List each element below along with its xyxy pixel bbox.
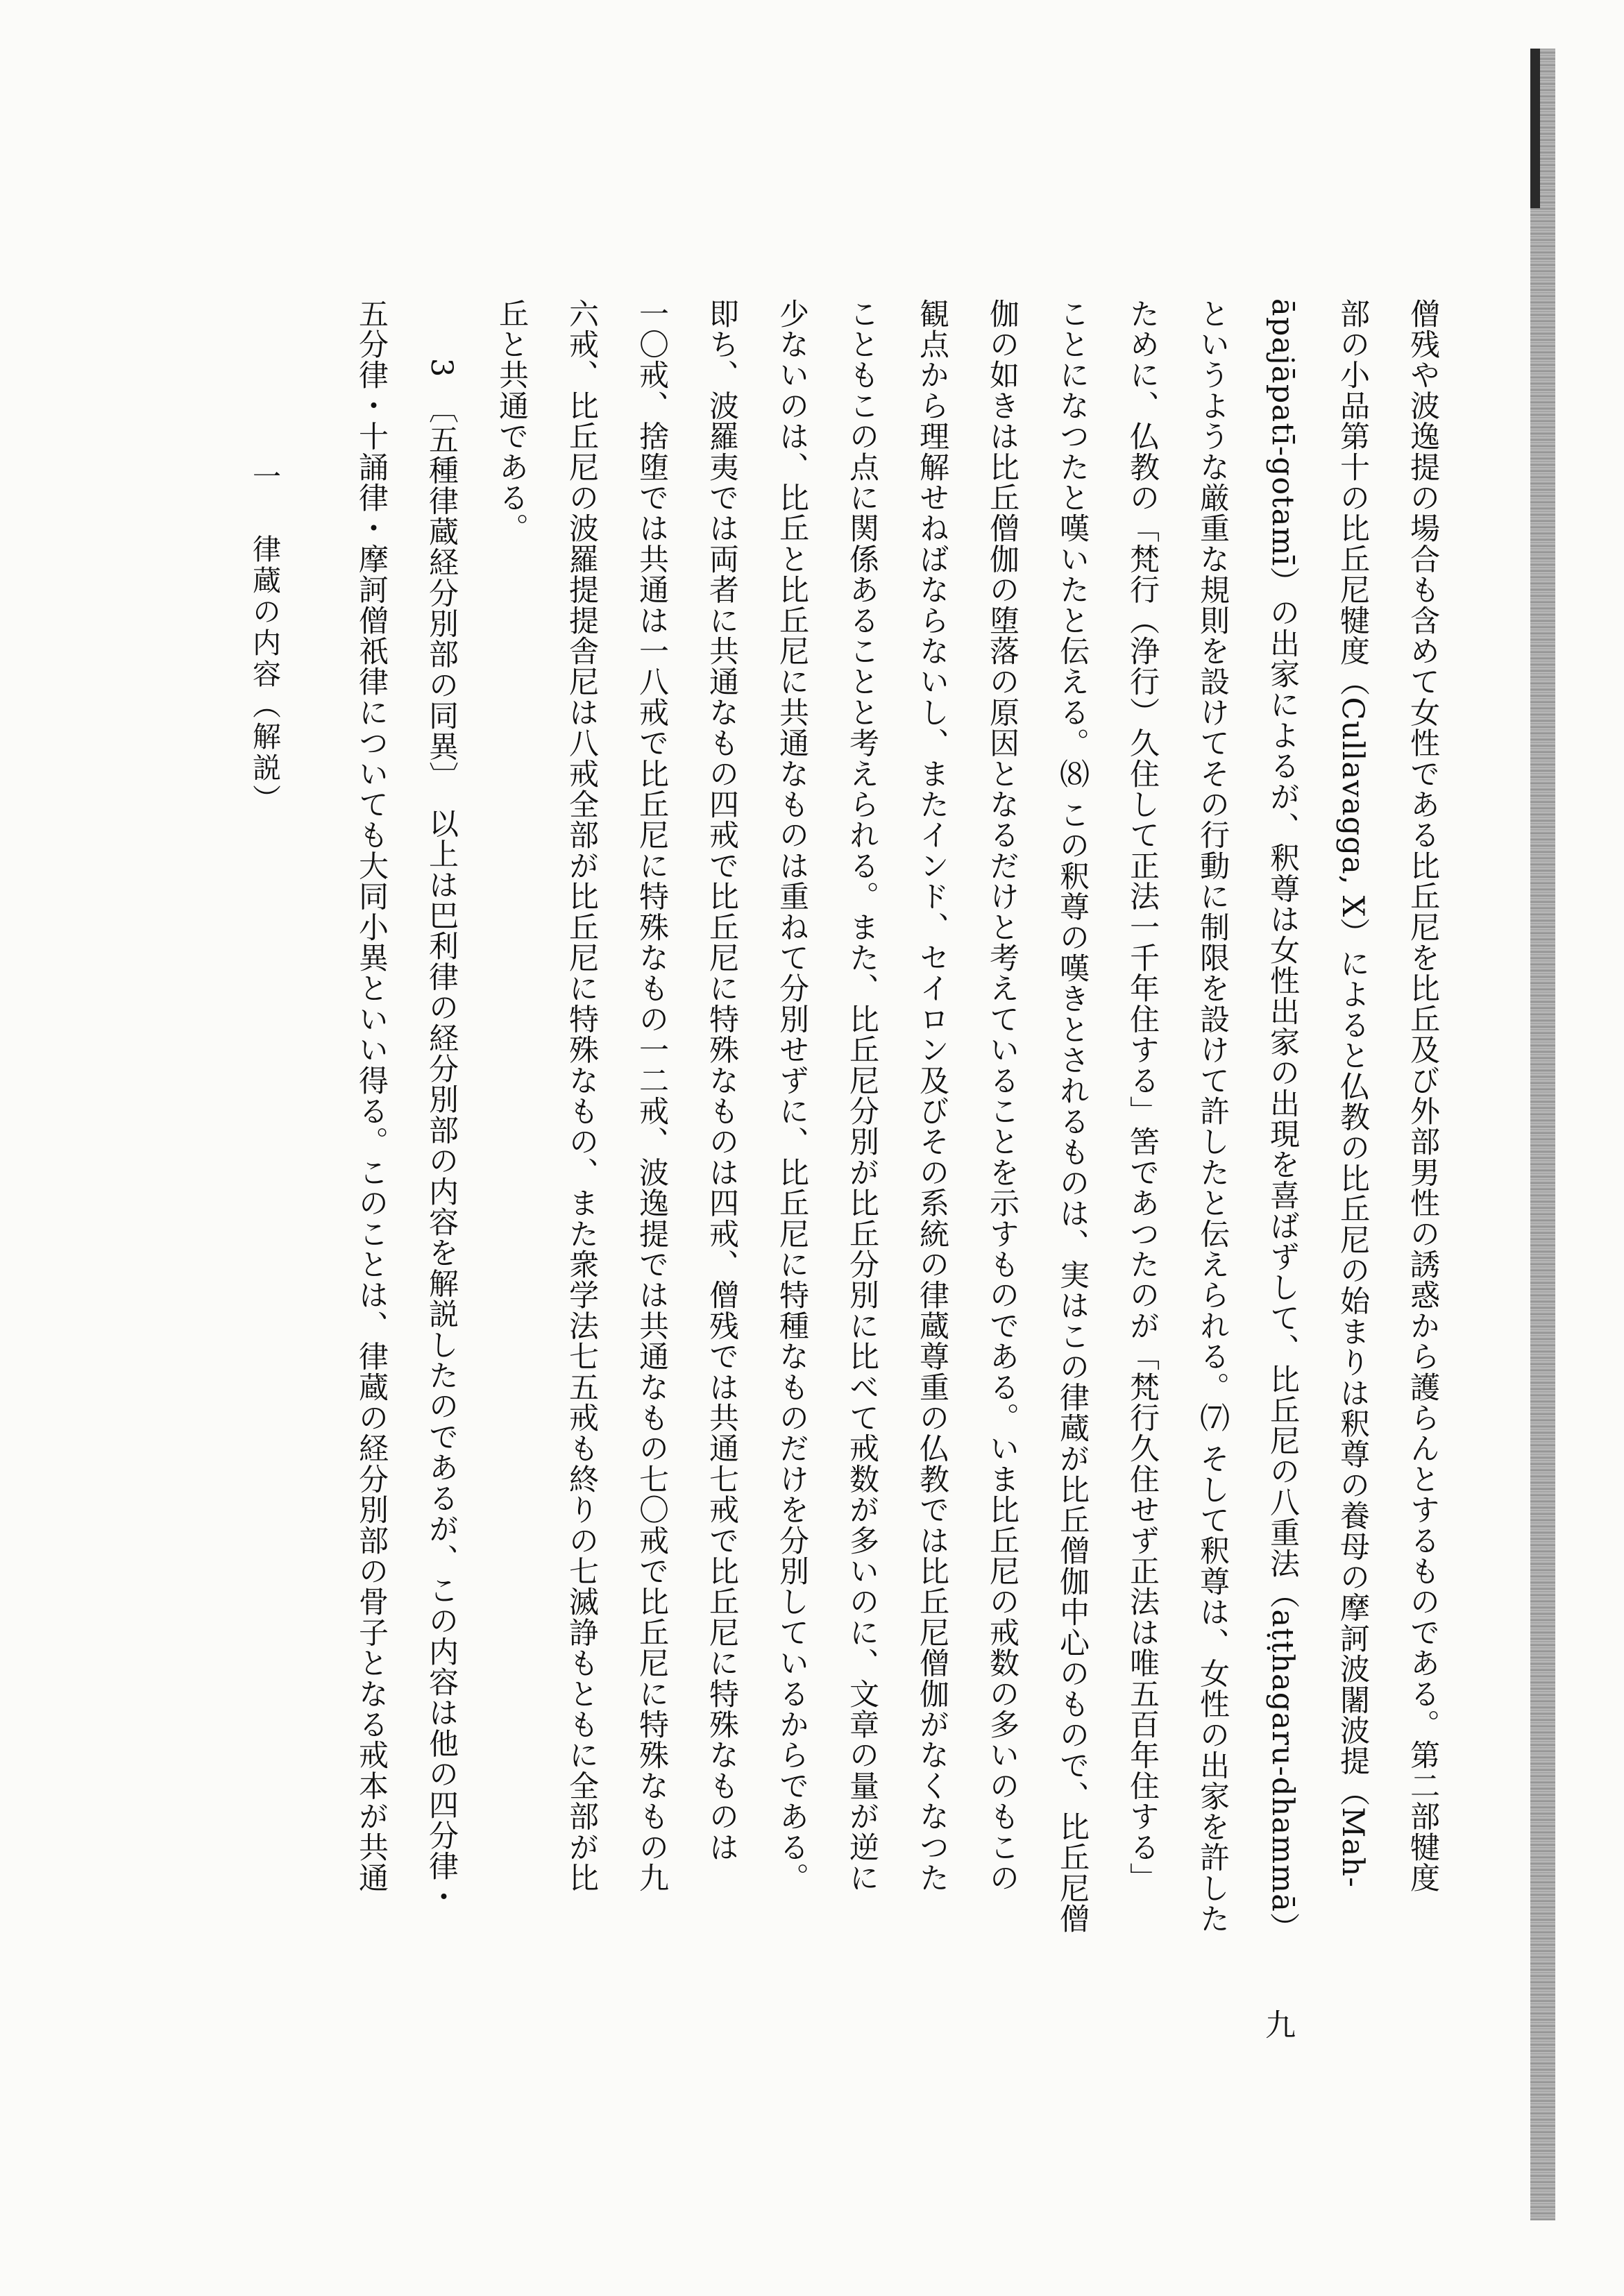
text-line: ために、仏教の「梵行（浄行）久住して正法一千年住する」筈であつたのが「梵行久住せず正法は唯五百年住する」	[1125, 298, 1160, 1894]
text-line: 即ち、波羅夷では両者に共通なもの四戒で比丘尼に特殊なものは四戒、僧残では共通七戒で比丘尼に特殊なものは	[704, 298, 739, 1863]
text-line: というような厳重な規則を設けてその行動に制限を設けて許したと伝えられる。⑺ そして釈尊は、女性の出家を許した	[1195, 298, 1230, 1934]
running-head: 律蔵の内容（解説）	[248, 534, 281, 815]
section-heading-line: 3 〔五種律蔵経分別部の同異〕 以上は巴利律の経分別部の内容を解説したのであるが、この内容は他の四分律・	[424, 358, 459, 1912]
text-line: 丘と共通である。	[494, 298, 529, 544]
chapter-number: 一	[248, 461, 281, 490]
text-line: 部の小品第十の比丘尼犍度（Cullavagga, X）によると仏教の比丘尼の始まりは釈尊の養母の摩訶波闍波提（Mah-	[1335, 298, 1370, 1888]
text-line: 六戒、比丘尼の波羅提提舎尼は八戒全部が比丘尼に特殊なもの、また衆学法七五戒も終りの七滅諍もともに全部が比	[564, 298, 599, 1894]
body-text	[305, 298, 1457, 2186]
text-line: 僧残や波逸提の場合も含めて女性である比丘尼を比丘及び外部男性の誘惑から護らんとするものである。第二部犍度	[1405, 298, 1440, 1894]
text-line: 一〇戒、捨堕では共通は一八戒で比丘尼に特殊なもの一二戒、波逸提では共通なもの七〇戒で比丘尼に特殊なもの九	[634, 298, 669, 1894]
text-line: 五分律・十誦律・摩訶僧祇律についても大同小異といい得る。このことは、律蔵の経分別部の骨子となる戒本が共通	[354, 298, 389, 1894]
text-line: 観点から理解せねばならないし、またインド、セイロン及びその系統の律蔵尊重の仏教では比丘尼僧伽がなくなつた	[915, 298, 949, 1894]
page-number: 九	[1260, 2009, 1295, 2039]
text-line: ことになつたと嘆いたと伝える。⑻ この釈尊の嘆きとされるものは、実はこの律蔵が比丘僧伽中心のもので、比丘尼僧	[1055, 298, 1090, 1934]
text-line: こともこの点に関係あることと考えられる。また、比丘尼分別が比丘分別に比べて戒数が多いのに、文章の量が逆に	[845, 298, 879, 1894]
scan-edge-strip	[1530, 49, 1555, 2220]
text-line: 少ないのは、比丘と比丘尼に共通なものは重ねて分別せずに、比丘尼に特種なものだけを分別しているからである。	[775, 298, 809, 1894]
text-line: 伽の如きは比丘僧伽の堕落の原因となるだけと考えていることを示すものである。いま比丘尼の戒数の多いのもこの	[985, 298, 1020, 1894]
text-line: āpajāpatī-gotamī）の出家によるが、釈尊は女性出家の出現を喜ばずして、比丘尼の八重法（aṭṭhagaru-dhammā）	[1265, 298, 1300, 1944]
